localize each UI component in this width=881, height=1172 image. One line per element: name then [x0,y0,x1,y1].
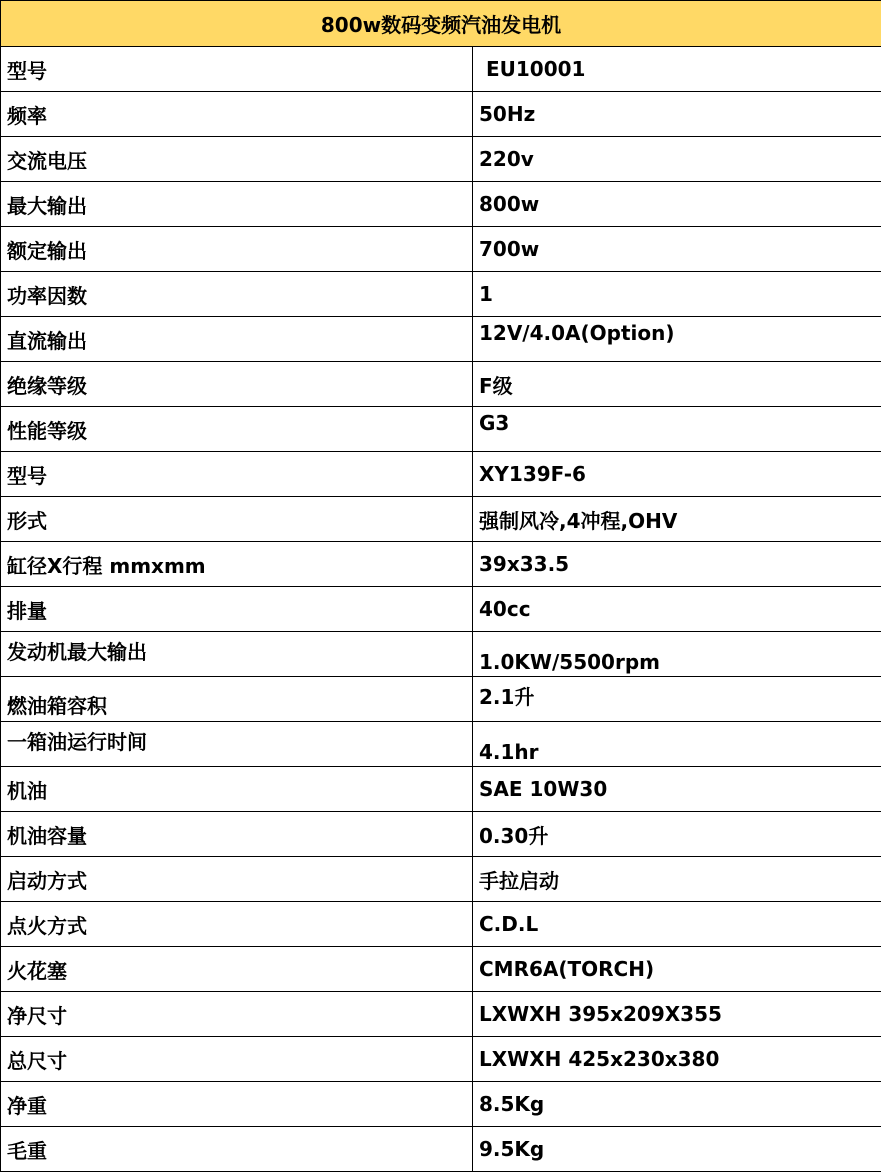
row-label: 型号 [1,47,473,92]
row-label: 净尺寸 [1,992,473,1037]
row-label: 燃油箱容积 [1,677,473,722]
row-value: 220v [473,137,881,182]
row-label: 直流输出 [1,317,473,362]
row-label: 机油容量 [1,812,473,857]
row-value: 1 [473,272,881,317]
table-row [1,317,881,362]
row-value: 强制风冷,4冲程,OHV [473,497,881,542]
row-label: 缸径X行程 mmxmm [1,542,473,587]
row-label: 净重 [1,1082,473,1127]
row-value: G3 [473,407,881,452]
row-label: 一箱油运行时间 [1,722,473,767]
row-value: 39x33.5 [473,542,881,587]
row-label: 启动方式 [1,857,473,902]
row-value: 0.30升 [473,812,881,857]
row-label: 最大输出 [1,182,473,227]
row-value: LXWXH 425x230x380 [473,1037,881,1082]
row-label: 频率 [1,92,473,137]
table-row [1,497,881,542]
row-value: 8.5Kg [473,1082,881,1127]
row-label: 性能等级 [1,407,473,452]
table-row [1,137,881,182]
row-value: 1.0KW/5500rpm [473,632,881,677]
row-value: CMR6A(TORCH) [473,947,881,992]
table-row [1,812,881,857]
row-label: 点火方式 [1,902,473,947]
table-row [1,722,881,767]
row-label: 额定输出 [1,227,473,272]
table-row [1,542,881,587]
table-row [1,857,881,902]
row-value: LXWXH 395x209X355 [473,992,881,1037]
row-value: 40cc [473,587,881,632]
row-label: 绝缘等级 [1,362,473,407]
table-row [1,947,881,992]
row-value: C.D.L [473,902,881,947]
row-value: 800w [473,182,881,227]
table-row [1,182,881,227]
row-value: EU10001 [473,47,881,92]
row-value: 9.5Kg [473,1127,881,1172]
table-row [1,632,881,677]
table-row [1,992,881,1037]
table-row [1,1082,881,1127]
row-value: 12V/4.0A(Option) [473,317,881,362]
table-row [1,1127,881,1172]
row-label: 型号 [1,452,473,497]
row-label: 排量 [1,587,473,632]
row-value: 手拉启动 [473,857,881,902]
table-row [1,272,881,317]
table-row [1,227,881,272]
row-label: 总尺寸 [1,1037,473,1082]
table-row [1,362,881,407]
row-value: 700w [473,227,881,272]
row-label: 形式 [1,497,473,542]
row-value: SAE 10W30 [473,767,881,812]
row-label: 功率因数 [1,272,473,317]
row-value: 50Hz [473,92,881,137]
row-value: 4.1hr [473,722,881,767]
table-row [1,1037,881,1082]
row-value: F级 [473,362,881,407]
table-row [1,47,881,92]
row-value: 2.1升 [473,677,881,722]
table-title: 800w数码变频汽油发电机 [1,1,881,47]
table-row [1,677,881,722]
row-label: 火花塞 [1,947,473,992]
table-row [1,587,881,632]
row-label: 机油 [1,767,473,812]
table-row [1,407,881,452]
table-row [1,767,881,812]
row-label: 交流电压 [1,137,473,182]
row-label: 发动机最大输出 [1,632,473,677]
table-row [1,92,881,137]
table-row [1,902,881,947]
title-row [1,1,881,47]
table-row [1,452,881,497]
row-value: XY139F-6 [473,452,881,497]
row-label: 毛重 [1,1127,473,1172]
